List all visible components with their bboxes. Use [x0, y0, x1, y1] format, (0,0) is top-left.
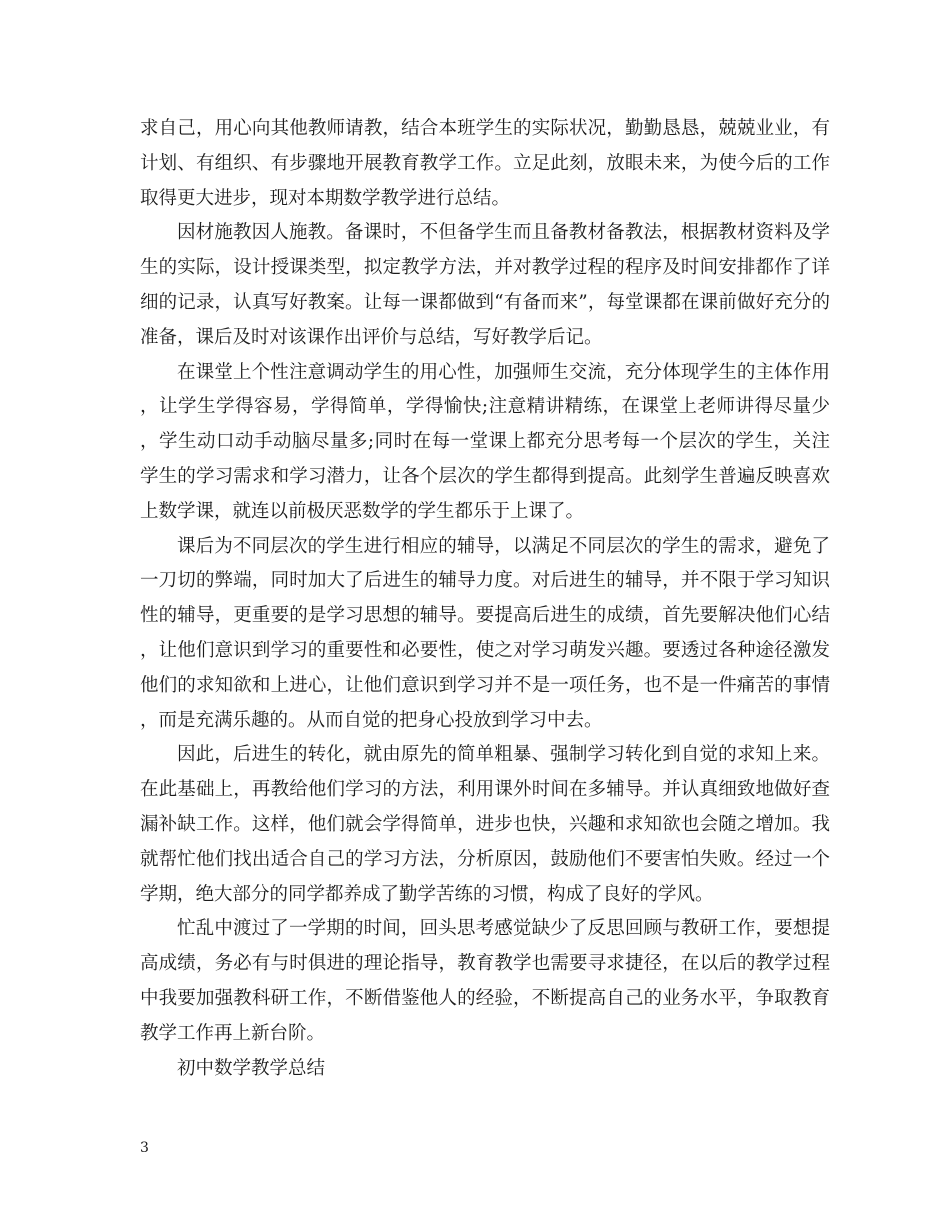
paragraph-4: 课后为不同层次的学生进行相应的辅导，以满足不同层次的学生的需求，避免了一刀切的弊端，同时加大了后进生的辅导力度。对后进生的辅导，并不限于学习知识性的辅导，更重要的是学习思想的辅导。要提高后进生的成绩，首先要解决他们心结，让他们意识到学习的重要性和必要性，使之对学习萌发兴趣。要透过各种途径激发他们的求知欲和上进心，让他们意识到学习并不是一项任务，也不是一件痛苦的事情，而是充满乐趣的。从而自觉的把身心投放到学习中去。	[140, 535, 830, 731]
section-heading: 初中数学教学总结	[177, 1057, 326, 1079]
paragraph-2: 因材施教因人施教。备课时，不但备学生而且备教材备教法，根据教材资料及学生的实际，设计授课类型，拟定教学方法，并对教学过程的程序及时间安排都作了详细的记录，认真写好教案。让每一课都做到“有备而来”，每堂课都在课前做好充分的准备，课后及时对该课作出评价与总结，写好教学后记。	[140, 222, 830, 348]
paragraph-5: 因此，后进生的转化，就由原先的简单粗暴、强制学习转化到自觉的求知上来。在此基础上，再教给他们学习的方法，利用课外时间在多辅导。并认真细致地做好查漏补缺工作。这样，他们就会学得简单，进步也快，兴趣和求知欲也会随之增加。我就帮忙他们找出适合自己的学习方法，分析原因，鼓励他们不要害怕失败。经过一个学期，绝大部分的同学都养成了勤学苦练的习惯，构成了良好的学风。	[140, 744, 830, 905]
page-number: 3	[140, 1140, 149, 1156]
paragraph-1: 求自己，用心向其他教师请教，结合本班学生的实际状况，勤勤恳恳，兢兢业业，有计划、有组织、有步骤地开展教育教学工作。立足此刻，放眼未来，为使今后的工作取得更大进步，现对本期数学教学进行总结。	[140, 118, 830, 209]
paragraph-6: 忙乱中渡过了一学期的时间，回头思考感觉缺少了反思回顾与教研工作，要想提高成绩，务必有与时俱进的理论指导，教育教学也需要寻求捷径，在以后的教学过程中我要加强教科研工作，不断借鉴他人的经验，不断提高自己的业务水平，争取教育教学工作再上新台阶。	[140, 918, 830, 1044]
document-body	[140, 112, 830, 1086]
paragraph-3: 在课堂上个性注意调动学生的用心性，加强师生交流，充分体现学生的主体作用，让学生学得容易，学得简单，学得愉快;注意精讲精练，在课堂上老师讲得尽量少，学生动口动手动脑尽量多;同时在每一堂课上都充分思考每一个层次的学生，关注学生的学习需求和学习潜力，让各个层次的学生都得到提高。此刻学生普遍反映喜欢上数学课，就连以前极厌恶数学的学生都乐于上课了。	[140, 361, 830, 522]
